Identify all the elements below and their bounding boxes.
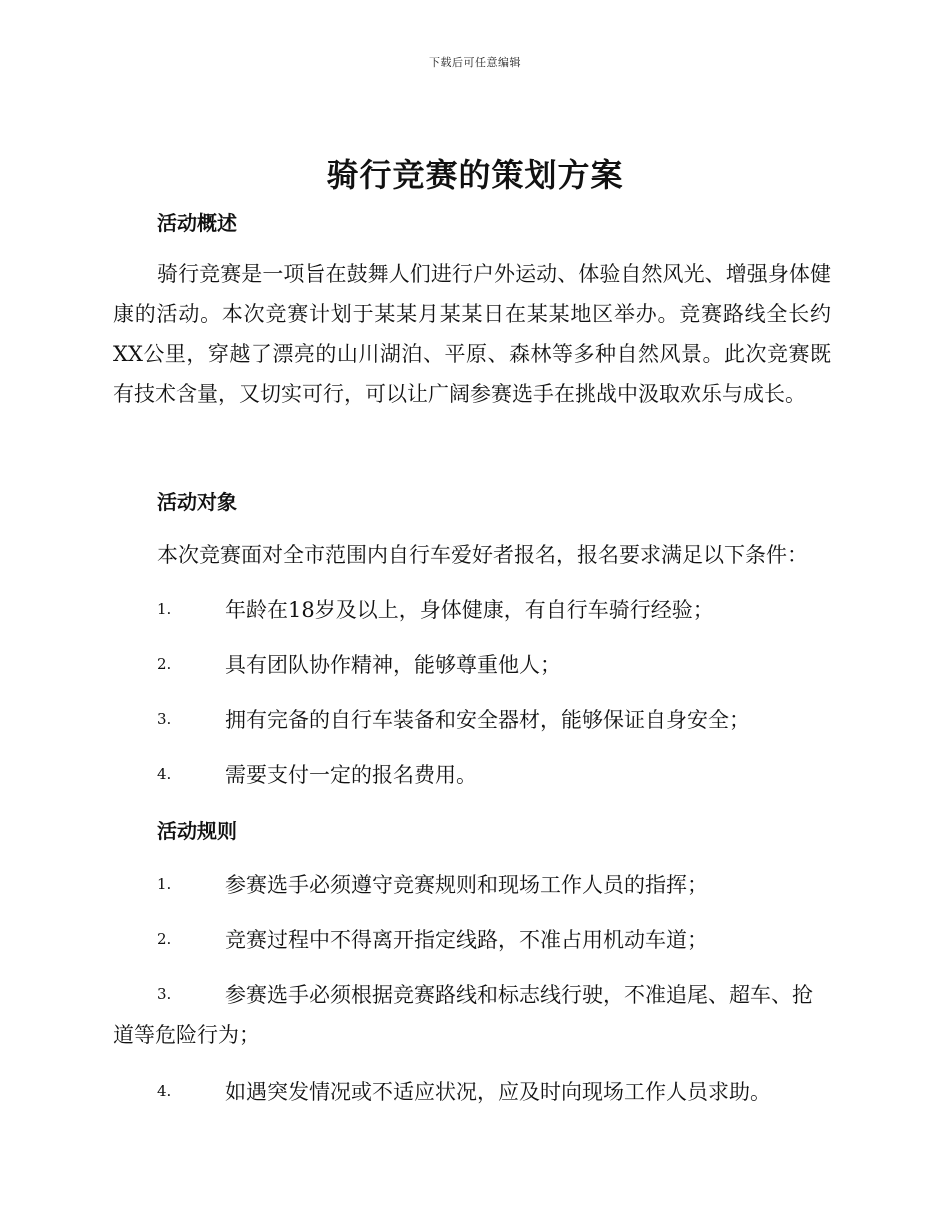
section-heading-overview: 活动概述 (157, 211, 237, 235)
page-header-note: 下载后可任意编辑 (429, 56, 521, 69)
list-item: 竞赛过程中不得离开指定线路，不准占用机动车道； (225, 928, 708, 952)
overview-paragraph: 骑行竞赛是一项旨在鼓舞人们进行户外运动、体验自然风光、增强身体健康的活动。本次竞赛计划于某某月某某日在某某地区举办。竞赛路线全长约XX公里，穿越了漂亮的山川湖泊、平原、森林等多种自然风景。此次竞赛既有技术含量，又切实可行，可以让广阔参赛选手在挑战中汲取欢乐与成长。 (113, 262, 831, 406)
section-heading-rules: 活动规则 (157, 819, 237, 843)
list-item: 具有团队协作精神，能够尊重他人； (225, 653, 561, 677)
list-item-continuation: 道等危险行为； (113, 1023, 260, 1047)
list-number: 3. (157, 710, 172, 728)
list-number: 2. (157, 930, 172, 948)
list-number: 4. (157, 1082, 172, 1100)
list-item: 参赛选手必须遵守竞赛规则和现场工作人员的指挥； (225, 873, 708, 897)
document-title: 骑行竞赛的策划方案 (326, 156, 624, 194)
list-number: 4. (157, 765, 172, 783)
list-item: 年龄在18岁及以上，身体健康，有自行车骑行经验； (225, 598, 714, 622)
list-number: 3. (157, 985, 172, 1003)
list-item: 参赛选手必须根据竞赛路线和标志线行驶，不准追尾、超车、抢 (225, 983, 813, 1007)
list-item: 需要支付一定的报名费用。 (225, 763, 477, 787)
list-number: 1. (157, 600, 172, 618)
list-item: 拥有完备的自行车装备和安全器材，能够保证自身安全； (225, 708, 750, 732)
list-number: 2. (157, 655, 172, 673)
list-number: 1. (157, 875, 172, 893)
list-item: 如遇突发情况或不适应状况，应及时向现场工作人员求助。 (225, 1080, 771, 1104)
audience-intro: 本次竞赛面对全市范围内自行车爱好者报名，报名要求满足以下条件： (157, 543, 808, 567)
section-heading-audience: 活动对象 (157, 490, 237, 514)
